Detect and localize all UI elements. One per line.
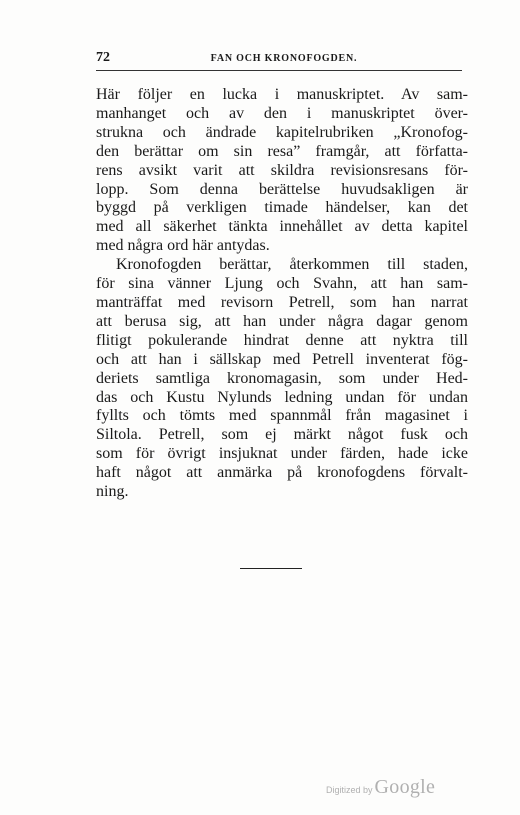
paragraph-1 — [96, 86, 468, 256]
text-line: lopp. Som denna berättelse huvudsakligen är — [96, 180, 468, 198]
text-line: Kronofogden berättar, återkommen till staden, — [116, 256, 468, 274]
text-line: och att han i sällskap med Petrell inventerat fög- — [96, 350, 468, 368]
text-line: manhanget och av den i manuskriptet över- — [96, 104, 468, 122]
text-line: byggd på verkligen timade händelser, kan det — [96, 199, 468, 217]
text-line: deriets samtliga kronomagasin, som under Hed- — [96, 369, 468, 387]
text-line: för sina vänner Ljung och Svahn, att han sam- — [96, 275, 468, 293]
text-line: ning. — [96, 483, 129, 501]
text-line: fyllts och tömts med spannmål från magasinet i — [96, 407, 468, 425]
text-line: haft något att anmärka på kronofogdens förvalt- — [96, 464, 468, 482]
text-line: den berättar om sin resa” framgår, att författa- — [96, 142, 468, 160]
text-line: das och Kustu Nylunds ledning undan för undan — [96, 388, 468, 406]
page-number: 72 — [96, 50, 110, 65]
google-logo: Google — [374, 776, 436, 798]
section-divider — [240, 568, 302, 569]
text-line: manträffat med revisorn Petrell, som han narrat — [96, 293, 468, 311]
text-line: med all säkerhet tänkta innehållet av detta kapitel — [96, 218, 468, 236]
text-line: med några ord här antydas. — [96, 237, 270, 255]
body-text — [96, 86, 468, 502]
watermark-prefix: Digitized by — [326, 785, 373, 795]
text-line: som för övrigt insjuknat under färden, hade icke — [96, 445, 468, 463]
running-head: FAN OCH KRONOFOGDEN. — [210, 53, 358, 64]
text-line: att berusa sig, att han under några dagar genom — [96, 312, 468, 330]
text-line: rens avsikt varit att skildra revisionsresans för- — [96, 161, 468, 179]
text-line: strukna och ändrade kapitelrubriken „Kronofog- — [96, 123, 468, 141]
paragraph-2 — [96, 256, 468, 502]
text-line: flitigt pokulerande hindrat denne att nyktra till — [96, 331, 468, 349]
text-line: Siltola. Petrell, som ej märkt något fusk och — [96, 426, 468, 444]
text-line: Här följer en lucka i manuskriptet. Av sam- — [96, 86, 468, 103]
digitization-watermark — [326, 776, 435, 799]
page-header — [96, 50, 462, 71]
